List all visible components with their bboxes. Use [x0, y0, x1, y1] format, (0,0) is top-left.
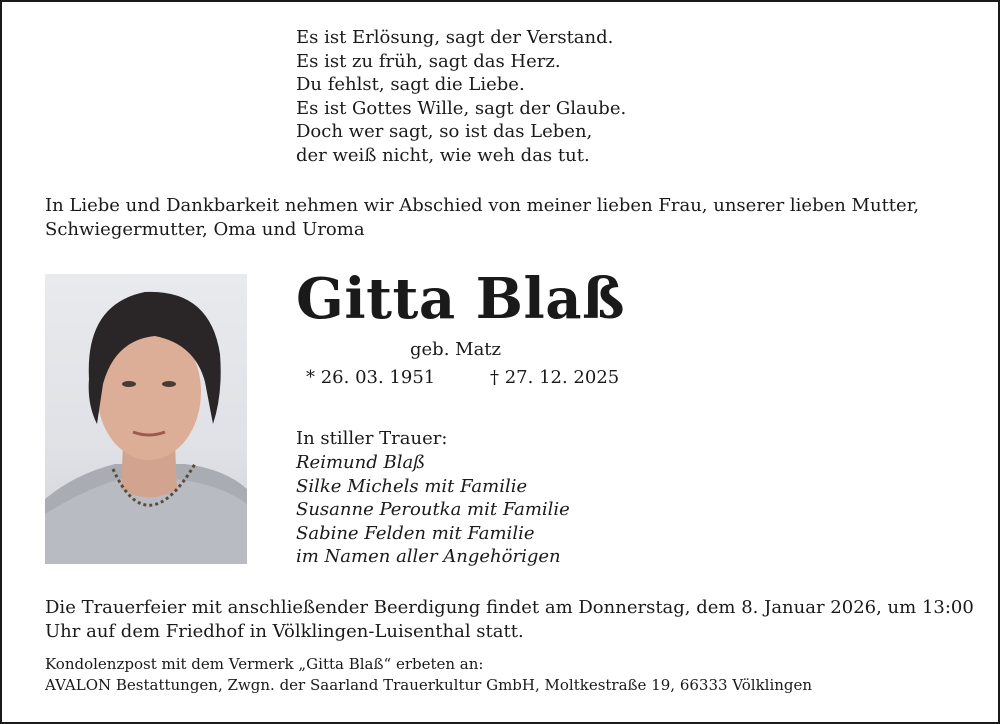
deceased-name: Gitta Blaß	[296, 266, 626, 332]
mourners-heading: In stiller Trauer:	[296, 428, 448, 449]
portrait-photo	[45, 274, 247, 564]
condolence-line: Kondolenzpost mit dem Vermerk „Gitta Blaß“ erbeten an:	[45, 655, 484, 673]
mourners-list	[296, 451, 570, 569]
birth-date: * 26. 03. 1951	[306, 367, 436, 388]
poem-line: Es ist zu früh, sagt das Herz.	[296, 50, 561, 72]
poem-line: Es ist Gottes Wille, sagt der Glaube.	[296, 97, 627, 119]
maiden-name: geb. Matz	[410, 339, 502, 360]
mourner-item: Sabine Felden mit Familie	[296, 522, 535, 544]
mourner-item: Susanne Peroutka mit Familie	[296, 499, 570, 520]
poem-line: der weiß nicht, wie weh das tut.	[296, 144, 590, 166]
poem-line: Du fehlst, sagt die Liebe.	[296, 74, 525, 95]
condolence-address: AVALON Bestattungen, Zwgn. der Saarland Trauerkultur GmbH, Moltkestraße 19, 66333 Völklingen	[45, 676, 813, 694]
intro-text: In Liebe und Dankbarkeit nehmen wir Abschied von meiner lieben Frau, unserer lieben Mutter, Schwiegermutter, Oma und Uroma	[45, 195, 920, 240]
condolence-info	[45, 654, 812, 696]
mourner-item: Silke Michels mit Familie	[296, 475, 528, 497]
poem-line: Es ist Erlösung, sagt der Verstand.	[296, 27, 614, 48]
poem	[296, 26, 626, 167]
service-notice: Die Trauerfeier mit anschließender Beerdigung findet am Donnerstag, dem 8. Januar 2026, um 13:00 Uhr auf dem Friedhof in Völklingen-Luisenthal statt.	[45, 597, 974, 642]
death-date: † 27. 12. 2025	[490, 367, 620, 388]
poem-line: Doch wer sagt, so ist das Leben,	[296, 121, 593, 142]
mourner-item: Reimund Blaß	[296, 452, 426, 473]
mourner-item: im Namen aller Angehörigen	[296, 546, 561, 567]
